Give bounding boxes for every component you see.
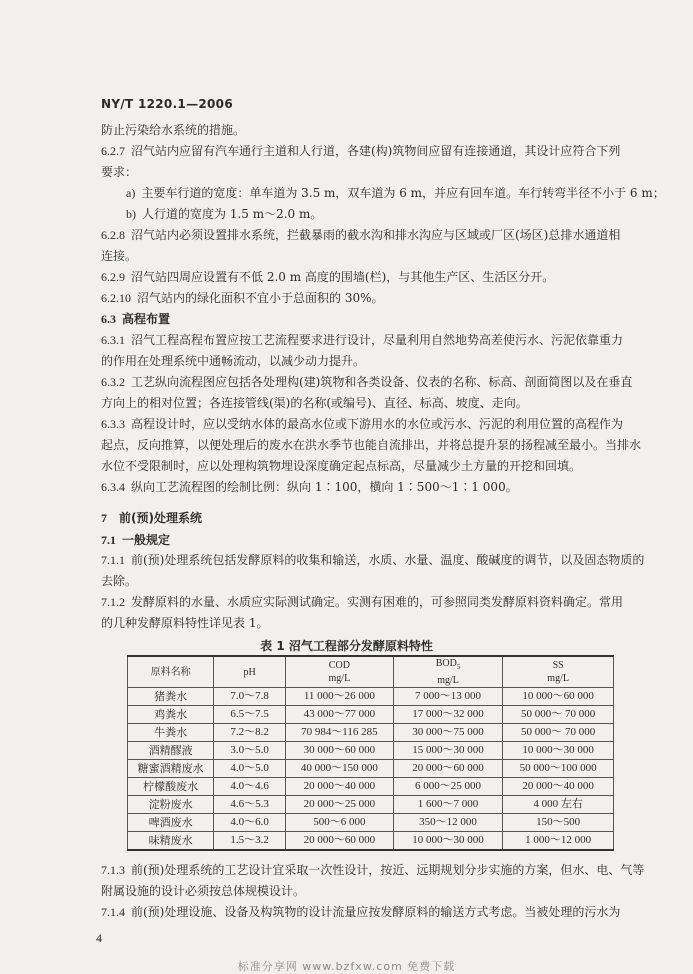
header-ss (503, 656, 614, 688)
clause-number: 7.1.4 (101, 905, 125, 919)
cell-ph: 1.5～3.2 (214, 832, 286, 851)
table-body (128, 688, 614, 851)
line-text: 水位不受限制时，应以处理构筑物埋设深度确定起点标高，尽量减少土方量的开挖和回填。 (101, 459, 582, 473)
section-number: 6.3 (101, 312, 116, 326)
clause-7-1-1 (101, 551, 644, 568)
cell-bod5: 350～12 000 (393, 814, 503, 832)
list-marker: a) (126, 186, 136, 200)
cell-bod5: 15 000～30 000 (393, 742, 503, 760)
paragraph-line (101, 572, 137, 589)
section-heading-6-3 (101, 309, 170, 330)
line-text: 发酵原料的水量、水质应实际测试确定。实测有困难的，可参照同类发酵原料资料确定。常用 (131, 595, 624, 609)
line-text: 人行道的宽度为 1.5 m～2.0 m。 (142, 207, 323, 221)
table-row (128, 796, 614, 814)
table-1 (127, 655, 614, 851)
line-text: 沼气站内的绿化面积不宜小于总面积的 30%。 (137, 291, 384, 305)
section-heading-7-1 (101, 530, 170, 551)
paragraph-line (101, 456, 581, 477)
cell-bod5: 6 000～25 000 (393, 778, 503, 796)
table-row (128, 760, 614, 778)
line-text: 前(预)处理系统的工艺设计宜采取一次性设计，按近、远期规划分步实施的方案，但水、电、气等 (131, 863, 645, 877)
line-text: 前(预)处理设施、设备及构筑物的设计流量应按发酵原料的输送方式考虑。当被处理的污水为 (131, 905, 621, 919)
clause-6-2-7 (101, 141, 620, 162)
line-text: 方向上的相对位置；各连接管线(渠)的名称(或编号)、直径、标高、坡度、走向。 (101, 396, 528, 410)
table-row (128, 742, 614, 760)
clause-7-1-3 (101, 861, 644, 878)
cell-bod5: 30 000～75 000 (393, 724, 503, 742)
paragraph-line (101, 120, 245, 141)
page-number: 4 (96, 931, 102, 945)
cell-ph: 4.0～5.0 (214, 760, 286, 778)
header-cod-label: COD (328, 660, 350, 671)
cell-bod5: 20 000～60 000 (393, 760, 503, 778)
line-text: 前(预)处理系统包括发酵原料的收集和输送，水质、水量、温度、酸碱度的调节，以及固态物质的 (131, 553, 645, 567)
header-bod (393, 656, 503, 688)
cell-material-name: 味精废水 (128, 832, 214, 851)
clause-6-2-10 (101, 288, 384, 309)
line-text: 防止污染给水系统的措施。 (101, 123, 246, 137)
list-item-b (126, 204, 322, 225)
header-name: 原料名称 (128, 656, 214, 688)
cell-ph: 7.0～7.8 (214, 688, 286, 706)
cell-ss: 1 000～12 000 (503, 832, 614, 851)
clause-number: 6.3.2 (101, 375, 125, 389)
table-row (128, 706, 614, 724)
clause-6-2-9 (101, 267, 554, 288)
table-row (128, 832, 614, 851)
cell-cod: 500～6 000 (285, 814, 393, 832)
cell-material-name: 酒精醪液 (128, 742, 214, 760)
clause-7-1-4 (101, 903, 620, 920)
line-text: 高程设计时，应以受纳水体的最高水位或下游用水的水位或污水、污泥的利用位置的高程作为 (131, 417, 624, 431)
chapter-heading-7 (101, 508, 202, 529)
table-row (128, 778, 614, 796)
table-1-title: 表 1 沼气工程部分发酵原料特性 (260, 639, 433, 653)
cell-ss: 10 000～60 000 (503, 688, 614, 706)
clause-6-3-4 (101, 477, 518, 498)
section-title: 一般规定 (122, 533, 171, 547)
cell-cod: 43 000～77 000 (285, 706, 393, 724)
cell-cod: 20 000～40 000 (285, 778, 393, 796)
cell-material-name: 啤酒废水 (128, 814, 214, 832)
line-text: 连接。 (101, 249, 138, 263)
line-text: 的作用在处理系统中通畅流动，以减少动力提升。 (101, 354, 366, 368)
clause-number: 6.3.1 (101, 333, 125, 347)
cell-material-name: 猪粪水 (128, 688, 214, 706)
header-bod-unit: mg/L (437, 675, 459, 686)
clause-number: 6.3.4 (101, 480, 125, 494)
clause-number: 7.1.1 (101, 553, 125, 567)
table-row (128, 724, 614, 742)
clause-6-3-2 (101, 372, 632, 393)
section-number: 7.1 (101, 533, 116, 547)
clause-number: 6.2.8 (101, 228, 125, 242)
chapter-number: 7 (101, 511, 107, 525)
section-title: 高程布置 (122, 312, 171, 326)
line-text: 起点，反向推算，以便处理后的废水在洪水季节也能自流排出，并将总提升泵的扬程减至最小。当排水 (101, 438, 642, 452)
cell-ss: 10 000～30 000 (503, 742, 614, 760)
clause-number: 6.2.10 (101, 291, 131, 305)
line-text: 沼气站内应留有汽车通行主道和人行道，各建(构)筑物间应留有连接通道，其设计应符合下列 (131, 144, 621, 158)
chapter-title: 前(预)处理系统 (119, 511, 202, 525)
watermark: 标准分享网 www.bzfxw.com 免费下载 (237, 960, 456, 973)
clause-6-3-1 (101, 330, 623, 351)
line-text: 沼气工程高程布置应按工艺流程要求进行设计，尽量利用自然地势高差使污水、污泥依靠重力 (131, 333, 624, 347)
cell-ph: 7.2～8.2 (214, 724, 286, 742)
cell-bod5: 1 600～7 000 (393, 796, 503, 814)
cell-ph: 6.5～7.5 (214, 706, 286, 724)
cell-material-name: 淀粉废水 (128, 796, 214, 814)
paragraph-line (101, 882, 305, 899)
cell-ss: 50 000～100 000 (503, 760, 614, 778)
line-text: 去除。 (101, 574, 138, 588)
paragraph-line (101, 351, 365, 372)
table-header-row (128, 656, 614, 688)
cell-ss: 150～500 (503, 814, 614, 832)
line-text: 的几种发酵原料特性详见表 1。 (101, 616, 269, 630)
paragraph-line (101, 246, 137, 267)
list-item-a (126, 183, 665, 204)
header-cod-unit: mg/L (328, 673, 351, 684)
header-ph: pH (214, 656, 286, 688)
list-marker: b) (126, 207, 136, 221)
cell-ph: 4.6～5.3 (214, 796, 286, 814)
cell-bod5: 7 000～13 000 (393, 688, 503, 706)
clause-number: 6.3.3 (101, 417, 125, 431)
line-text: 要求： (101, 165, 138, 179)
line-text: 附属设施的设计必须按总体规模设计。 (101, 884, 306, 898)
clause-number: 7.1.3 (101, 863, 125, 877)
cell-material-name: 糖蜜酒精废水 (128, 760, 214, 778)
cell-cod: 20 000～25 000 (285, 796, 393, 814)
clause-number: 6.2.7 (101, 144, 125, 158)
header-ss-label: SS (552, 660, 564, 671)
paragraph-line (101, 435, 641, 456)
clause-number: 7.1.2 (101, 595, 125, 609)
paragraph-line (101, 393, 528, 414)
cell-ss: 50 000～ 70 000 (503, 706, 614, 724)
cell-material-name: 牛粪水 (128, 724, 214, 742)
cell-cod: 20 000～60 000 (285, 832, 393, 851)
line-text: 沼气站内必须设置排水系统，拦截暴雨的截水沟和排水沟应与区域或厂区(场区)总排水通道相 (131, 228, 621, 242)
cell-cod: 70 984～116 285 (285, 724, 393, 742)
paragraph-line (101, 614, 268, 631)
table-row (128, 688, 614, 706)
line-text: 沼气站四周应设置有不低 2.0 m 高度的围墙(栏)，与其他生产区、生活区分开。 (131, 270, 555, 284)
cell-bod5: 17 000～32 000 (393, 706, 503, 724)
cell-ph: 4.0～4.6 (214, 778, 286, 796)
line-text: 主要车行道的宽度：单车道为 3.5 m，双车道为 6 m，并应有回车道。车行转弯半径不小于 6 m； (141, 186, 665, 200)
header-bod-subscript: 5 (456, 663, 461, 671)
clause-7-1-2 (101, 593, 623, 610)
header-bod-label: BOD (435, 658, 457, 669)
clause-6-3-3 (101, 414, 623, 435)
clause-number: 6.2.9 (101, 270, 125, 284)
header-cod (285, 656, 393, 688)
cell-ss: 20 000～40 000 (503, 778, 614, 796)
cell-cod: 30 000～60 000 (285, 742, 393, 760)
header-ss-unit: mg/L (547, 673, 569, 684)
clause-6-2-8 (101, 225, 620, 246)
cell-bod5: 10 000～30 000 (393, 832, 503, 851)
table-row (128, 814, 614, 832)
line-text: 工艺纵向流程图应包括各处理构(建)筑物和各类设备、仪表的名称、标高、剖面简图以及在垂直 (131, 375, 633, 389)
cell-material-name: 鸡粪水 (128, 706, 214, 724)
paragraph-line (101, 162, 137, 183)
line-text: 纵向工艺流程图的绘制比例：纵向 1∶100，横向 1∶500～1∶1 000。 (131, 480, 518, 494)
cell-ph: 3.0～5.0 (214, 742, 286, 760)
cell-ss: 4 000 左右 (503, 796, 614, 814)
cell-ph: 4.0～6.0 (214, 814, 286, 832)
cell-material-name: 柠檬酸废水 (128, 778, 214, 796)
cell-cod: 11 000～26 000 (285, 688, 393, 706)
cell-ss: 50 000～ 70 000 (503, 724, 614, 742)
cell-cod: 40 000～150 000 (285, 760, 393, 778)
document-id-header: NY/T 1220.1—2006 (101, 97, 233, 111)
